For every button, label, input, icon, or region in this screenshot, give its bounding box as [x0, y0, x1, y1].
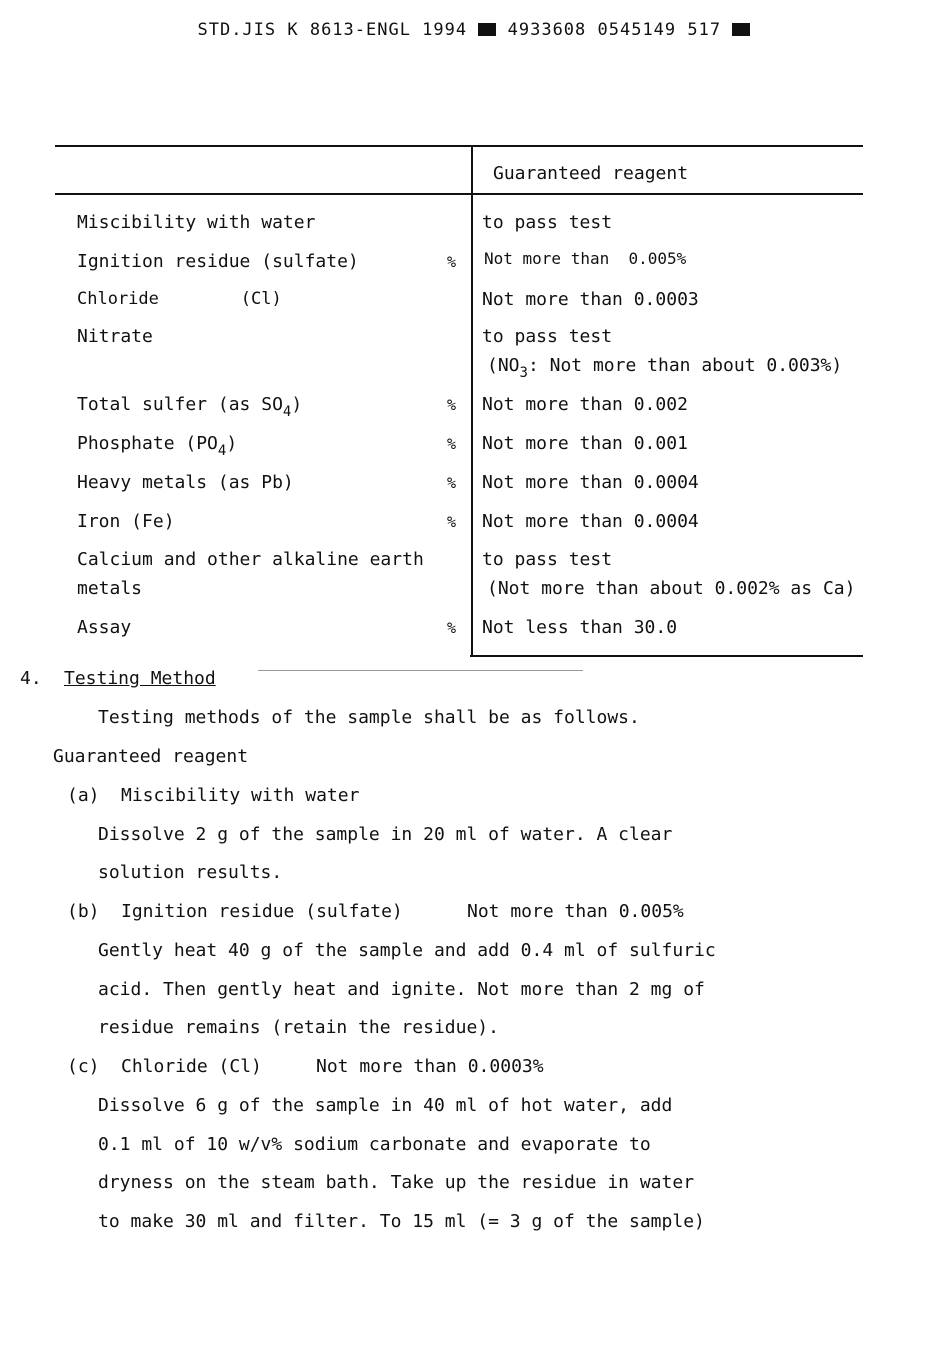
item-c-spec: Not more than 0.0003% — [316, 1056, 544, 1077]
phosphate-suffix: ) — [226, 433, 238, 454]
nitrate-detail-prefix: (NO — [487, 355, 520, 376]
item-a-title: Miscibility with water — [121, 785, 360, 806]
total-sulfer-suffix: ) — [291, 394, 303, 415]
row-value-calcium: to pass test — [482, 549, 613, 570]
table-bottom-rule — [470, 655, 863, 657]
row-unit-phosphate: % — [447, 435, 457, 453]
row-value-iron: Not more than 0.0004 — [482, 511, 699, 532]
row-unit-assay: % — [447, 619, 457, 637]
item-b-line-3: residue remains (retain the residue). — [98, 1017, 499, 1038]
row-item-assay: Assay — [77, 617, 132, 638]
row-value-miscibility: to pass test — [482, 212, 613, 233]
header-block-mark-1 — [478, 23, 496, 36]
row-item-calcium-cont: metals — [77, 578, 143, 599]
row-value-assay: Not less than 30.0 — [482, 617, 678, 638]
table-column-divider — [471, 145, 473, 657]
row-value-calcium-detail: (Not more than about 0.002% as Ca) — [487, 578, 856, 599]
section-number: 4. — [20, 668, 42, 689]
row-item-miscibility: Miscibility with water — [77, 212, 316, 233]
row-item-chloride: Chloride (Cl) — [77, 289, 282, 309]
row-item-phosphate — [77, 433, 238, 459]
nitrate-detail-subscript: 3 — [519, 365, 528, 381]
item-a-line-2: solution results. — [98, 862, 283, 883]
row-value-phosphate: Not more than 0.001 — [482, 433, 688, 454]
row-value-heavy-metals: Not more than 0.0004 — [482, 472, 699, 493]
section-intro: Testing methods of the sample shall be as follows. — [98, 707, 640, 728]
row-item-total-sulfer — [77, 394, 303, 420]
total-sulfer-subscript: 4 — [282, 404, 292, 420]
grade-heading: Guaranteed reagent — [53, 746, 249, 767]
document-header — [175, 0, 750, 40]
row-value-ignition: Not more than 0.005% — [484, 249, 687, 268]
section-title: Testing Method — [64, 668, 216, 689]
row-item-nitrate: Nitrate — [77, 326, 153, 347]
item-c-line-3: dryness on the steam bath. Take up the residue in water — [98, 1172, 695, 1193]
column-header-guaranteed-reagent: Guaranteed reagent — [493, 163, 689, 184]
item-c-title: Chloride (Cl) — [121, 1056, 262, 1077]
item-b-line-1: Gently heat 40 g of the sample and add 0.4 ml of sulfuric — [98, 940, 716, 961]
row-item-iron: Iron (Fe) — [77, 511, 175, 532]
header-code: 4933608 0545149 517 — [507, 20, 722, 40]
header-block-mark-2 — [732, 23, 750, 36]
row-item-ignition: Ignition residue (sulfate) — [77, 251, 359, 272]
row-value-chloride: Not more than 0.0003 — [482, 289, 699, 310]
item-b-title: Ignition residue (sulfate) — [121, 901, 403, 922]
row-unit-total-sulfer: % — [447, 396, 457, 414]
table-top-rule — [55, 145, 863, 147]
item-b-spec: Not more than 0.005% — [467, 901, 684, 922]
item-b-label: (b) — [67, 901, 100, 922]
item-c-line-4: to make 30 ml and filter. To 15 ml (= 3 g of the sample) — [98, 1211, 705, 1232]
row-item-heavy-metals: Heavy metals (as Pb) — [77, 472, 294, 493]
scan-artifact-line — [258, 670, 583, 671]
row-value-total-sulfer: Not more than 0.002 — [482, 394, 688, 415]
item-c-line-2: 0.1 ml of 10 w/v% sodium carbonate and evaporate to — [98, 1134, 651, 1155]
item-c-line-1: Dissolve 6 g of the sample in 40 ml of hot water, add — [98, 1095, 673, 1116]
row-item-calcium: Calcium and other alkaline earth — [77, 549, 424, 570]
table-header-rule — [55, 193, 863, 195]
item-a-line-1: Dissolve 2 g of the sample in 20 ml of water. A clear — [98, 824, 673, 845]
item-a-label: (a) — [67, 785, 100, 806]
row-unit-iron: % — [447, 513, 457, 531]
row-value-nitrate: to pass test — [482, 326, 613, 347]
item-c-label: (c) — [67, 1056, 100, 1077]
row-value-nitrate-detail — [487, 355, 843, 381]
phosphate-prefix: Phosphate (PO — [77, 433, 218, 454]
row-unit-heavy-metals: % — [447, 474, 457, 492]
phosphate-subscript: 4 — [217, 443, 227, 459]
row-unit-ignition: % — [447, 253, 457, 271]
nitrate-detail-suffix: : Not more than about 0.003%) — [527, 355, 843, 376]
header-standard-id: STD.JIS K 8613-ENGL 1994 — [197, 20, 468, 40]
total-sulfer-prefix: Total sulfer (as SO — [77, 394, 283, 415]
item-b-line-2: acid. Then gently heat and ignite. Not more than 2 mg of — [98, 979, 705, 1000]
